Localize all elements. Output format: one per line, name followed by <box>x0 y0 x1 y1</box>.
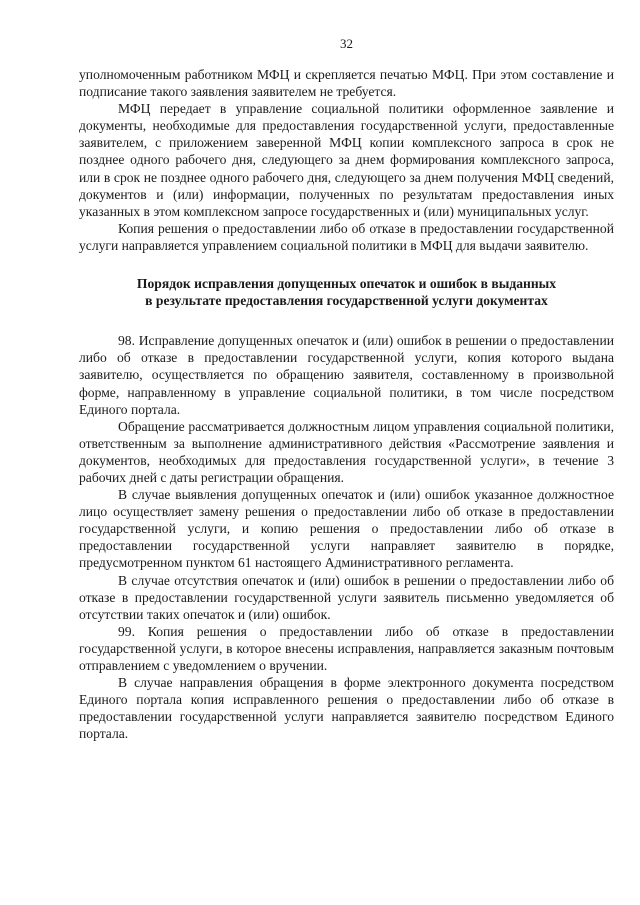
page-number: 32 <box>340 36 353 51</box>
paragraph: уполномоченным работником МФЦ и скрепляется печатью МФЦ. При этом составление и подписание такого заявления заявителем не требуется. <box>79 67 614 100</box>
paragraph: В случае выявления допущенных опечаток и (или) ошибок указанное должностное лицо осуществляет замену решения о предоставлении либо об отказе в предоставлении государственной услуги, и копию решения о предоставлении либо об отказе в предоставлении государственной услуги направляет заявителю в порядке, предусмотренном пунктом 61 настоящего Административного регламента. <box>79 487 614 571</box>
paragraph: В случае направления обращения в форме электронного документа посредством Единого портала копия исправленного решения о предоставлении либо об отказе в предоставлении государственной услуги направляется заявителю посредством Единого портала. <box>79 675 614 742</box>
section-heading <box>79 275 614 309</box>
paragraph-99: 99. Копия решения о предоставлении либо об отказе в предоставлении государственной услуги, в которое внесены исправления, направляется заказным почтовым отправлением с уведомлением о вручении. <box>79 623 614 673</box>
section-heading-line: в результате предоставления государственной услуги документах <box>145 293 548 309</box>
paragraph: Копия решения о предоставлении либо об отказе в предоставлении государственной услуги направляется управлением социальной политики в МФЦ для выдачи заявителю. <box>79 220 614 253</box>
paragraph-98: 98. Исправление допущенных опечаток и (или) ошибок в решении о предоставлении либо об отказе в предоставлении государственной услуги, копия которого выдана заявителю, осуществляется по обращению заявителя, составленному в произвольной форме, направленному в управление социальной политики, в том числе посредством Единого портала. <box>79 333 614 417</box>
section-heading-line: Порядок исправления допущенных опечаток и ошибок в выданных <box>136 276 557 292</box>
paragraph: Обращение рассматривается должностным лицом управления социальной политики, ответственным за выполнение административного действия «Рассмотрение заявления и документов, необходимых для предоставления государственной услуги», в течение 3 рабочих дней с даты регистрации обращения. <box>79 418 614 485</box>
document-body <box>79 66 614 742</box>
paragraph: В случае отсутствия опечаток и (или) ошибок в решении о предоставлении либо об отказе в предоставлении государственной услуги заявитель письменно уведомляется об отсутствии таких опечаток и (или) ошибок. <box>79 572 614 622</box>
paragraph: МФЦ передает в управление социальной политики оформленное заявление и документы, необходимые для предоставления государственной услуги, предоставленные заявителем, с приложением заверенной МФЦ копии комплексного запроса в срок не позднее одного рабочего дня, следующего за днем формирования комплексного запроса, или в срок не позднее одного рабочего дня, следующего за днем получения МФЦ сведений, документов и (или) информации, полученных по результатам предоставления иных указанных в этом комплексном запросе государственных и (или) муниципальных услуг. <box>79 101 614 219</box>
